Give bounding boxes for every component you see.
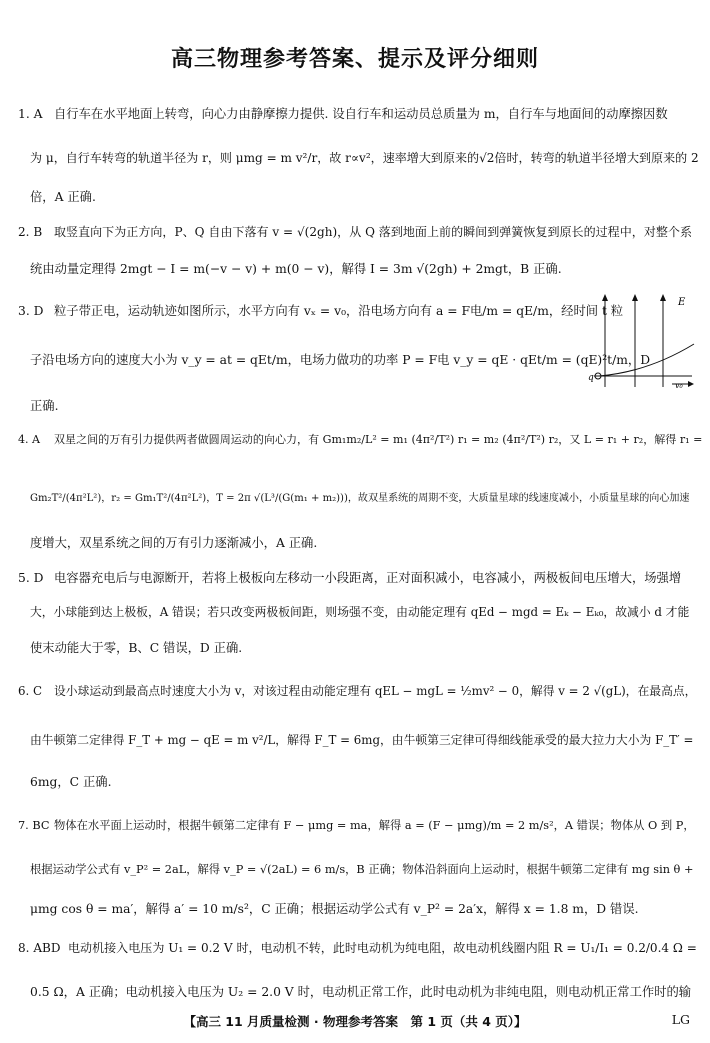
q7-line-2: 根据运动学公式有 v_P² = 2aL，解得 v_P = √(2aL) = 6 m/s，B 正确；物体沿斜面向上运动时，根据牛顿第二定律有 mg sin θ + bbox=[30, 863, 694, 876]
q7-line-1 bbox=[18, 818, 695, 834]
q1-line-2: 为 μ，自行车转弯的轨道半径为 r，则 μmg = m v²/r，故 r∝v²，速率增大到原来的√2倍时，转弯的轨道半径增大到原来的 2 bbox=[30, 151, 699, 165]
field-arrow-1 bbox=[602, 294, 608, 301]
q2-line-1 bbox=[18, 224, 692, 240]
fig-label-q: q bbox=[588, 373, 594, 383]
q8-line-2: 0.5 Ω，A 正确；电动机接入电压为 U₂ = 2.0 V 时，电动机正常工作，此时电动机为非纯电阻，则电动机正常工作时的输 bbox=[30, 985, 692, 999]
q5-line-2: 大，小球能到达上极板，A 错误；若只改变两极板间距，则场强不变，由动能定理有 qEd − mgd = Eₖ − Eₖ₀，故减小 d 才能 bbox=[30, 605, 690, 619]
field-arrow-2 bbox=[632, 294, 638, 301]
q6-line-2: 由牛顿第二定律得 F_T + mg − qE = m v²/L，解得 F_T = 6mg，由牛顿第三定律可得细线能承受的最大拉力大小为 F_T′ = bbox=[30, 733, 694, 747]
q3-line-1 bbox=[18, 303, 623, 319]
q5-line-3: 使末动能大于零，B、C 错误，D 正确. bbox=[30, 641, 243, 655]
fig-label-E: E bbox=[678, 297, 686, 308]
q1-number: 1. A bbox=[18, 107, 43, 121]
trajectory-curve bbox=[599, 344, 694, 376]
q2-text-1: 取竖直向下为正方向，P、Q 自由下落有 v = √(2gh)，从 Q 落到地面上前的瞬间到弹簧恢复到原长的过程中，对整个系 bbox=[54, 225, 693, 239]
q4-number: 4. A bbox=[18, 433, 41, 446]
q3-line-2: 子沿电场方向的速度大小为 v_y = at = qEt/m，电场力做功的功率 P = F电 v_y = qE · qEt/m = (qE)²t/m，D bbox=[30, 353, 651, 367]
q2-number: 2. B bbox=[18, 225, 43, 239]
q8-line-1 bbox=[18, 940, 697, 956]
q2-line-2: 统由动量定理得 2mgt − I = m(−v − v) + m(0 − v)，解得 I = 3m √(2gh) + 2mgt，B 正确. bbox=[30, 262, 562, 276]
q4-line-1 bbox=[18, 432, 702, 448]
q3-line-3: 正确. bbox=[30, 399, 59, 413]
q8-number: 8. ABD bbox=[18, 941, 61, 955]
v0-arrowhead bbox=[688, 381, 694, 387]
q1-text-1: 自行车在水平地面上转弯，向心力由静摩擦力提供. 设自行车和运动员总质量为 m，自行车与地面间的动摩擦因数 bbox=[54, 107, 668, 121]
q7-number: 7. BC bbox=[18, 819, 50, 832]
q5-line-1 bbox=[18, 570, 681, 586]
page-title: 高三物理参考答案、提示及评分细则 bbox=[170, 47, 539, 72]
q3-trajectory-figure bbox=[588, 292, 700, 390]
q6-line-1 bbox=[18, 683, 696, 699]
fig-label-v0: v₀ bbox=[675, 381, 683, 390]
q4-text-1: 双星之间的万有引力提供两者做圆周运动的向心力，有 Gm₁m₂/L² = m₁ (4π²/T²) r₁ = m₂ (4π²/T²) r₂，又 L = r₁ + r₂，解得 r₁ = bbox=[54, 433, 703, 446]
footer-code: LG bbox=[671, 1012, 690, 1027]
field-arrow-3 bbox=[660, 294, 666, 301]
q5-number: 5. D bbox=[18, 571, 44, 585]
q6-number: 6. C bbox=[18, 684, 43, 698]
q4-line-2: Gm₂T²/(4π²L²)，r₂ = Gm₁T²/(4π²L²)，T = 2π √(L³/(G(m₁ + m₂)))，故双星系统的周期不变，大质量星球的线速度减小，小质量星球的向心加速 bbox=[30, 493, 690, 504]
q6-text-1: 设小球运动到最高点时速度大小为 v，对该过程由动能定理有 qEL − mgL = ½mv² − 0，解得 v = 2 √(gL)，在最高点， bbox=[54, 684, 697, 698]
q8-text-1: 电动机接入电压为 U₁ = 0.2 V 时，电动机不转，此时电动机为纯电阻，故电动机线圈内阻 R = U₁/I₁ = 0.2/0.4 Ω = bbox=[68, 941, 697, 955]
q4-line-3: 度增大，双星系统之间的万有引力逐渐减小，A 正确. bbox=[30, 536, 318, 550]
q3-text-1: 粒子带正电，运动轨迹如图所示，水平方向有 vₓ = v₀，沿电场方向有 a = F电/m = qE/m，经时间 t 粒 bbox=[54, 304, 624, 318]
q7-text-1: 物体在水平面上运动时，根据牛顿第二定律有 F − μmg = ma，解得 a = (F − μmg)/m = 2 m/s²，A 错误；物体从 O 到 P， bbox=[54, 819, 695, 832]
page-footer: 【高三 11 月质量检测 · 物理参考答案 第 1 页（共 4 页）】 bbox=[183, 1014, 527, 1029]
q6-line-3: 6mg，C 正确. bbox=[30, 775, 112, 789]
q7-line-3: μmg cos θ = ma′，解得 a′ = 10 m/s²，C 正确；根据运动学公式有 v_P² = 2a′x，解得 x = 1.8 m，D 错误. bbox=[30, 902, 639, 916]
q1-line-1 bbox=[18, 106, 668, 122]
q1-line-3: 倍，A 正确. bbox=[30, 190, 96, 204]
q5-text-1: 电容器充电后与电源断开，若将上极板向左移动一小段距离，正对面积减小，电容减小，两极板间电压增大，场强增 bbox=[54, 571, 682, 585]
q3-number: 3. D bbox=[18, 304, 44, 318]
